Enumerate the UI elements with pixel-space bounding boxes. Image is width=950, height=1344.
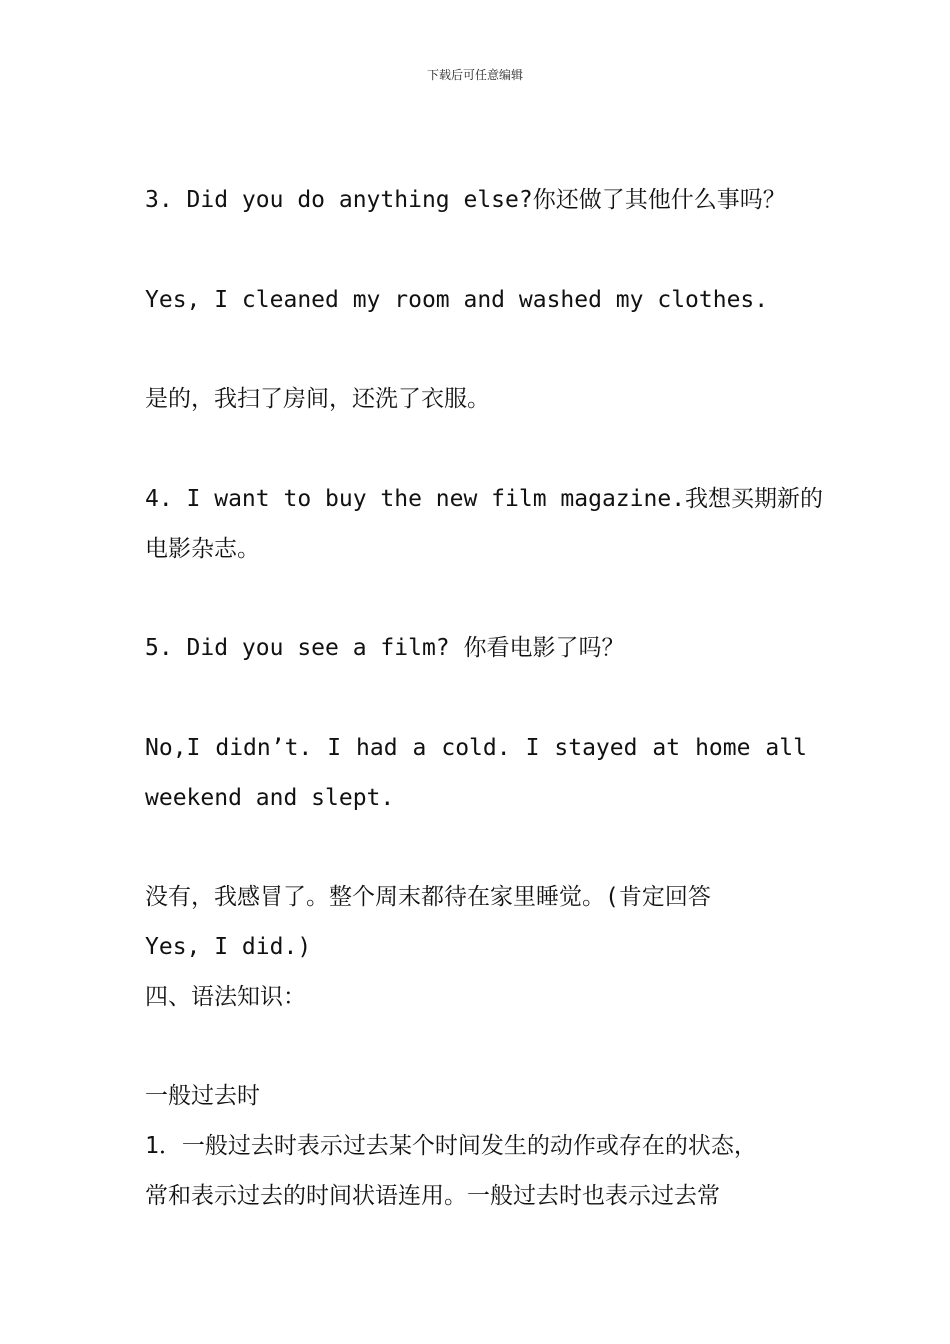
question-5: 5. Did you see a film? 你看电影了吗？: [145, 635, 625, 661]
answer-5-word: I: [327, 735, 342, 761]
question-4-line-2: 电影杂志。: [145, 536, 260, 562]
answer-5-word: stayed: [554, 735, 638, 761]
answer-5-word: all: [765, 735, 807, 761]
answer-3-chinese: 是的，我扫了房间，还洗了衣服。: [145, 386, 490, 412]
page-header-note: 下载后可任意编辑: [426, 68, 523, 82]
answer-5-line-2: weekend and slept.: [145, 785, 395, 811]
tense-title: 一般过去时: [145, 1083, 260, 1109]
answer-5-chinese-line-1: 没有，我感冒了。整个周末都待在家里睡觉。(肯定回答: [145, 884, 711, 910]
answer-5-word: at: [652, 735, 681, 761]
section-4-title: 四、语法知识：: [145, 984, 306, 1010]
answer-5-word: cold.: [441, 735, 511, 761]
answer-5-word: had: [356, 735, 398, 761]
answer-5-chinese-line-2: Yes, I did.): [145, 934, 312, 960]
question-3: 3. Did you do anything else?你还做了其他什么事吗？: [145, 187, 786, 213]
question-4-line-1: 4. I want to buy the new film magazine.我想买期新的: [145, 486, 824, 512]
rule-1-line-2: 常和表示过去的时间状语连用。一般过去时也表示过去常: [145, 1183, 720, 1209]
answer-5-word: I: [525, 735, 540, 761]
answer-5-line-1: [145, 733, 807, 763]
rule-1-line-1: 1．一般过去时表示过去某个时间发生的动作或存在的状态，: [145, 1133, 757, 1159]
answer-5-word: home: [695, 735, 751, 761]
answer-3-english: Yes, I cleaned my room and washed my clothes.: [145, 287, 769, 313]
answer-5-word: didn’t.: [215, 735, 313, 761]
answer-5-word: a: [412, 735, 427, 761]
answer-5-word: No,I: [145, 735, 201, 761]
